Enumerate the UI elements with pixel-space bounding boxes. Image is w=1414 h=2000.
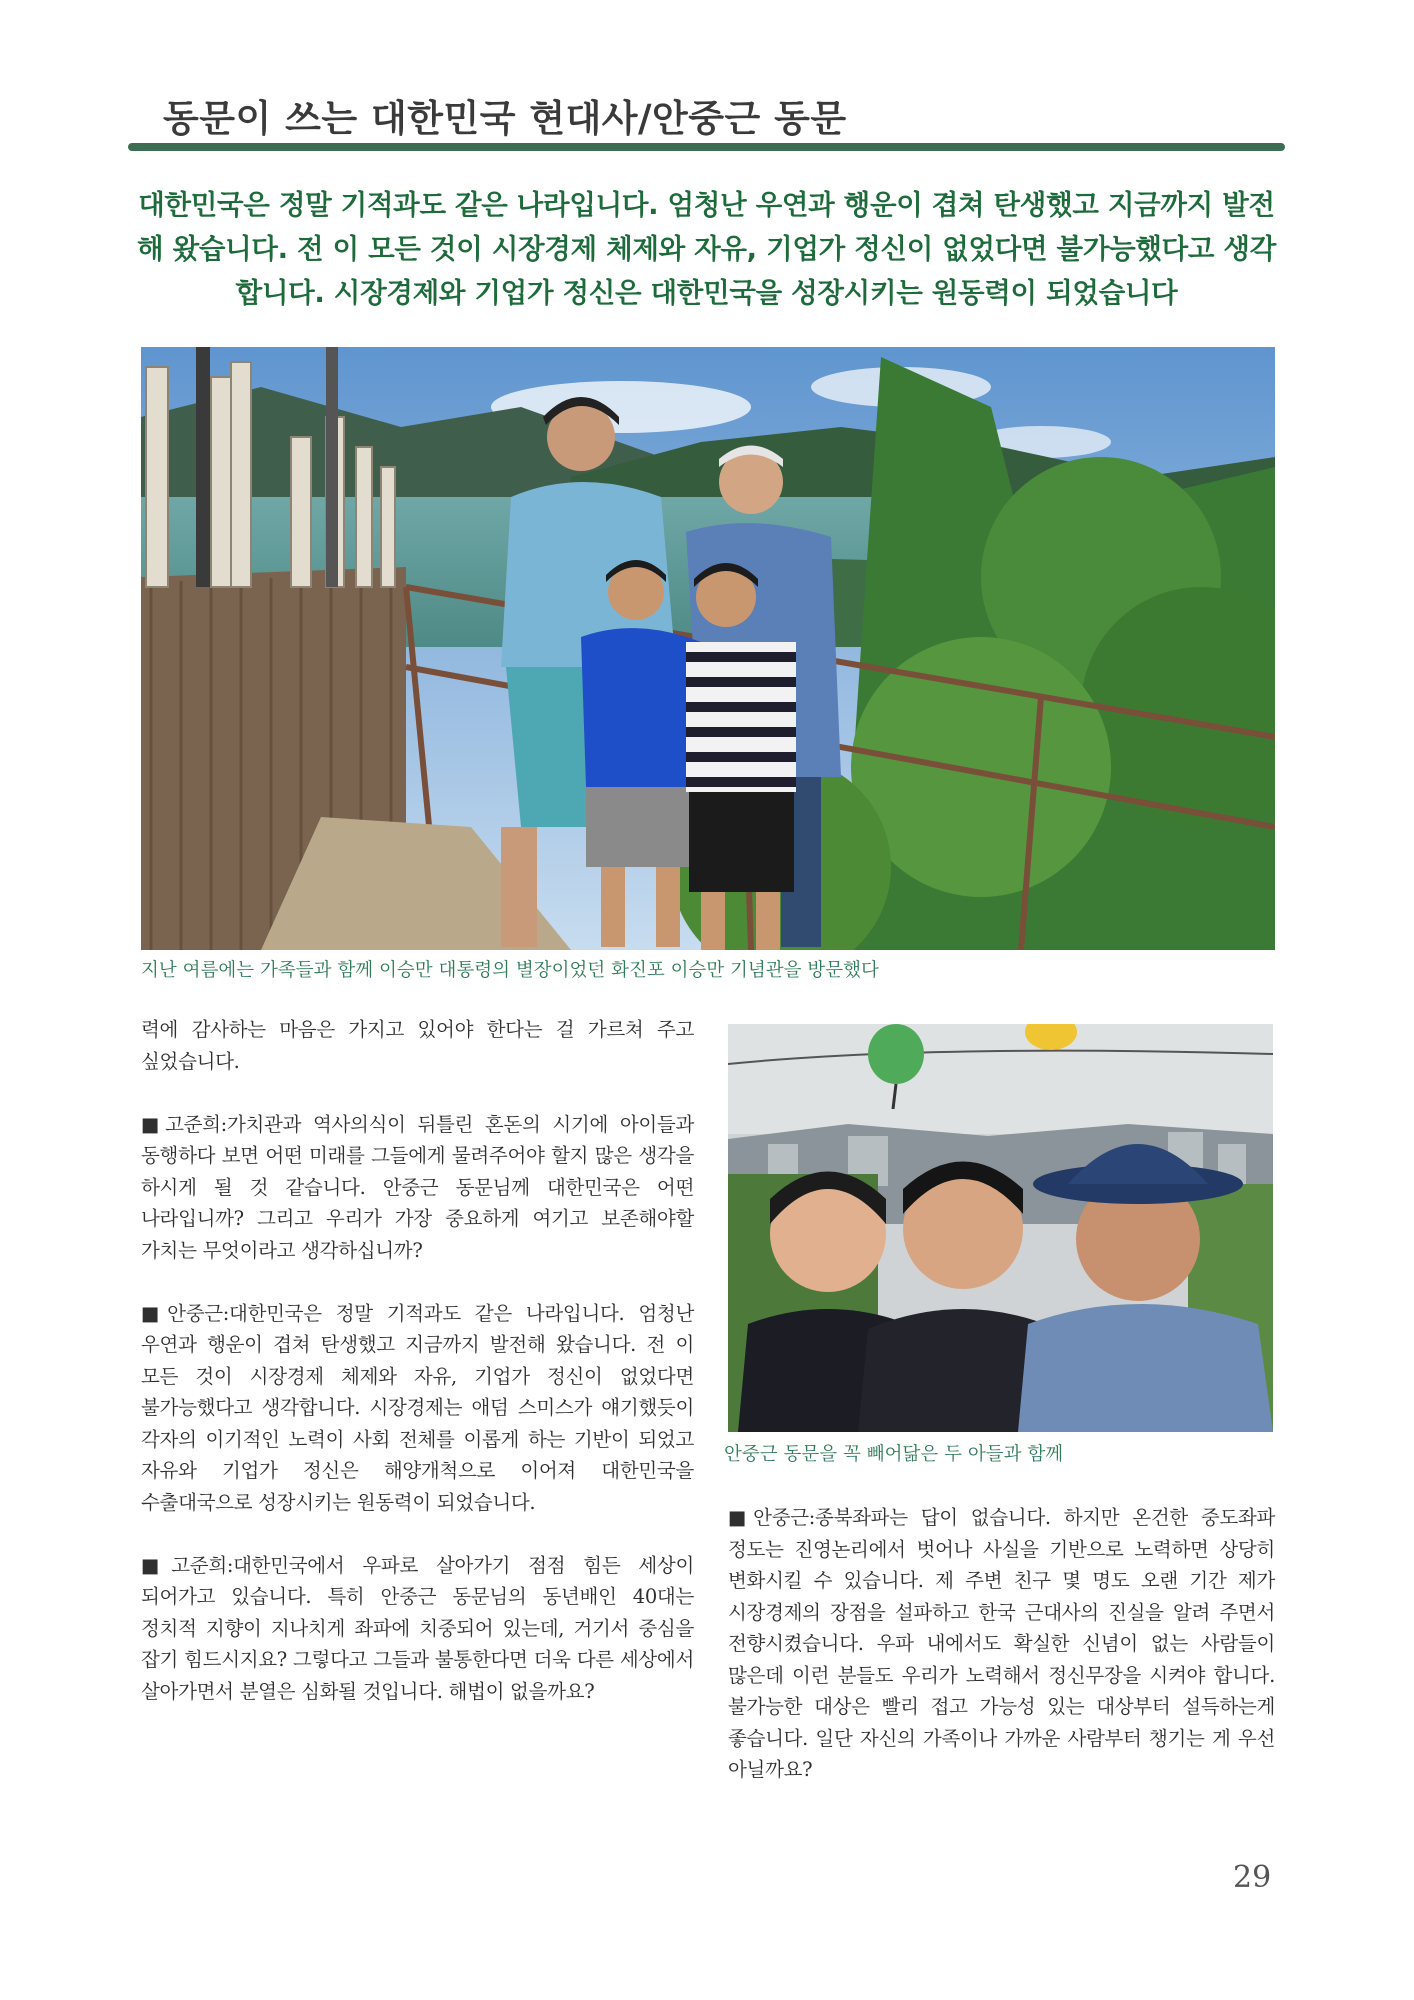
- main-photo-caption: 지난 여름에는 가족들과 함께 이승만 대통령의 별장이었던 화진포 이승만 기념관을 방문했다: [141, 960, 879, 981]
- page-number: 29: [1233, 1860, 1272, 1895]
- side-photo-caption: 안중근 동문을 꼭 빼어닮은 두 아들과 함께: [724, 1444, 1064, 1465]
- page-title: 동문이 쓰는 대한민국 현대사/안중근 동문: [163, 97, 847, 140]
- interview-answer: ■안중근:대한민국은 정말 기적과도 같은 나라입니다. 엄청난 우연과 행운이 겹쳐 탄생했고 지금까지 발전해 왔습니다. 전 이 모든 것이 시장경제 체제와 자유, 기업가 정신이 없었다면 불가능했다고 생각합니다. 시장경제는 애덤 스미스가 얘기했듯이 각자의 이기적인 노력이 사회 전체를 이롭게 하는 기반이 되었고 자유와 기업가 정신은 해양개척으로 이어져 대한민국을 수출대국으로 성장시키는 원동력이 되었습니다.: [141, 1301, 694, 1514]
- article-left-column: [141, 1014, 694, 1707]
- lead-quote: 대한민국은 정말 기적과도 같은 나라입니다. 엄청난 우연과 행운이 겹쳐 탄생했고 지금까지 발전해 왔습니다. 전 이 모든 것이 시장경제 체제와 자유, 기업가 정신이 없었다면 불가능했다고 생각합니다. 시장경제와 기업가 정신은 대한민국을 성장시키는 원동력이 되었습니다: [137, 189, 1276, 309]
- article-paragraph: 력에 감사하는 마음은 가지고 있어야 한다는 걸 가르쳐 주고 싶었습니다.: [141, 1018, 694, 1073]
- interview-question: ■고준희:대한민국에서 우파로 살아가기 점점 힘든 세상이 되어가고 있습니다. 특히 안중근 동문님의 동년배인 40대는 정치적 지향이 지나치게 좌파에 치중되어 있는데, 거기서 중심을 잡기 힘드시지요? 그렇다고 그들과 불통한다면 더욱 다른 세상에서 살아가면서 분열은 심화될 것입니다. 해법이 없을까요?: [141, 1553, 694, 1703]
- sons-selfie-photo: [728, 1024, 1273, 1432]
- article-right-column: [728, 1502, 1275, 1786]
- title-underline: [128, 143, 1285, 151]
- family-lakeside-photo: [141, 347, 1275, 950]
- interview-question: ■고준희:가치관과 역사의식이 뒤틀린 혼돈의 시기에 아이들과 동행하다 보면 어떤 미래를 그들에게 물려주어야 할지 많은 생각을 하시게 될 것 같습니다. 안중근 동문님께 대한민국은 어떤 나라입니까? 그리고 우리가 가장 중요하게 여기고 보존해야할 가치는 무엇이라고 생각하십니까?: [141, 1112, 694, 1262]
- interview-answer: ■안중근:종북좌파는 답이 없습니다. 하지만 온건한 중도좌파 정도는 진영논리에서 벗어나 사실을 기반으로 노력하면 상당히 변화시킬 수 있습니다. 제 주변 친구 몇 명도 오랜 기간 제가 시장경제의 장점을 설파하고 한국 근대사의 진실을 알려 주면서 전향시켰습니다. 우파 내에서도 확실한 신념이 없는 사람들이 많은데 이런 분들도 우리가 노력해서 정신무장을 시켜야 합니다. 불가능한 대상은 빨리 접고 가능성 있는 대상부터 설득하는게 좋습니다. 일단 자신의 가족이나 가까운 사람부터 챙기는 게 우선 아닐까요?: [728, 1506, 1275, 1781]
